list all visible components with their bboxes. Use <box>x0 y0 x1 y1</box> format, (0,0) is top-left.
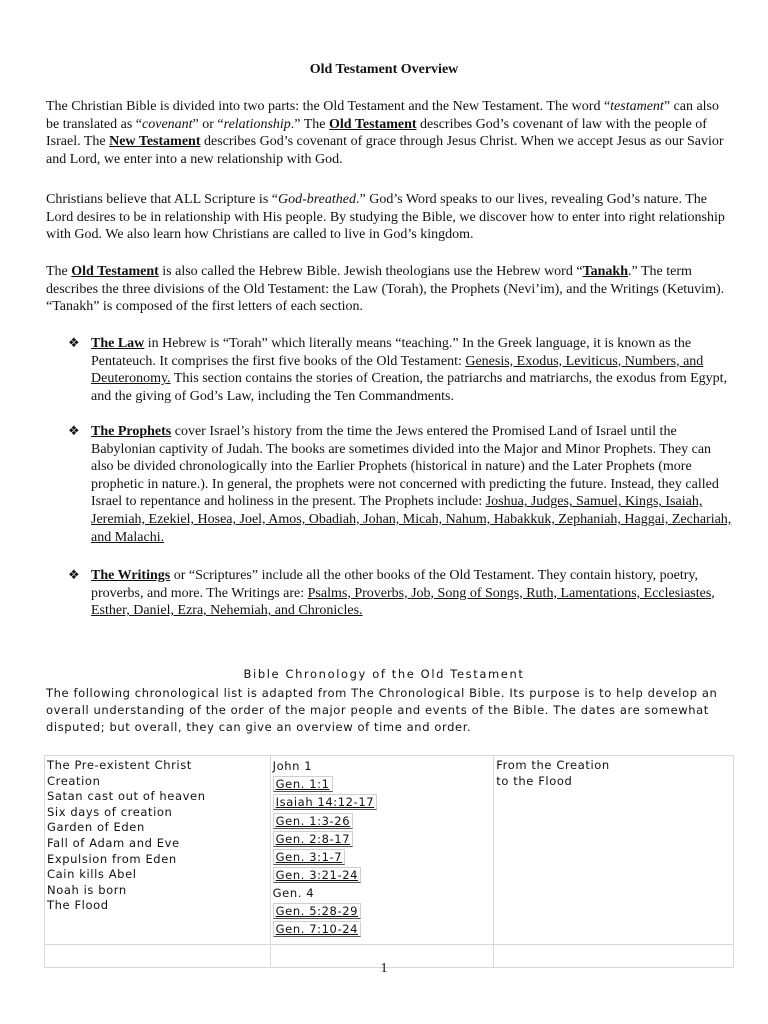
scripture-link[interactable]: Gen. 3:21-24 <box>273 867 361 883</box>
bold-term: New Testament <box>109 134 201 150</box>
text-run: .” The <box>290 116 330 132</box>
diamond-bullet-icon: ❖ <box>68 336 80 351</box>
book-list: Joshua, Judges, Samuel, Kings, Isaiah, Jeremiah, Ezekiel, Hosea, Joel, Amos, Obadiah, Johan, Micah, Nahum, Habakkuk, Zephaniah, Haggai, Zechariah, and Malachi. <box>91 494 732 545</box>
scripture-link[interactable]: Gen. 1:3-26 <box>273 813 353 829</box>
event-item: Six days of creation <box>47 804 173 819</box>
period-line: to the Flood <box>496 773 573 788</box>
event-item: Expulsion from Eden <box>47 851 177 866</box>
text-run: .” God’s Word speaks to our lives, revealing God’s nature. The Lord desires to be in relationship with His people. By studying the Bible, we discover how to enter into right relationship with God. We also learn how Christians are called to live in God’s kingdom. <box>46 192 725 243</box>
scripture-reference: Gen. 4 <box>272 885 315 900</box>
text-run: ” can also be translated as “ <box>46 99 720 132</box>
text-run: is also called the Hebrew Bible. Jewish theologians use the Hebrew word “ <box>158 264 583 279</box>
event-item: Creation <box>47 773 101 788</box>
bold-term: Tanakh <box>582 264 628 279</box>
text-run: in Hebrew is “Torah” which literally means “teaching.” In the Greek language, it is known as the Pentateuch. It comprises the first five books of the Old Testament: <box>91 336 692 369</box>
events-cell <box>45 756 271 945</box>
text-run: Christians believe that ALL Scripture is “ <box>46 192 278 207</box>
bullet-law <box>68 335 732 405</box>
intro-paragraph <box>46 98 732 168</box>
period-line: From the Creation <box>496 758 610 772</box>
bullet-writings <box>68 567 732 620</box>
bullet-heading: The Prophets <box>91 424 172 439</box>
tanakh-paragraph <box>46 263 732 316</box>
text-run: This section contains the stories of Creation, the patriarchs and matriarchs, the exodus from Egypt, and the giving of God’s Law, including the Ten Commandments. <box>91 371 728 404</box>
period-cell <box>494 756 734 945</box>
bullet-heading: The Law <box>91 336 145 351</box>
references-cell <box>270 756 494 945</box>
event-item: Satan cast out of heaven <box>47 789 206 804</box>
text-run: .” The term describes the three divisions of the Old Testament: the Law (Torah), the Prophets (Nevi’im), and the Writings (Ketuvim). “Tanakh” is composed of the first letters of each section. <box>46 264 725 315</box>
text-run: cover Israel’s history from the time the Jews entered the Promised Land of Israel until the Babylonian captivity of Judah. The books are sometimes divided into the Major and Minor Prophets. They can also be divided chronologically into the Earlier Prophets (historical in nature) and the Later Prophets (more prophetic in nature.). In general, the prophets were not concerned with predicting the future. Instead, they called Israel to repentance and holiness in the present. The Prophets include: <box>91 424 719 510</box>
text-run: The Christian Bible is divided into two parts: the Old Testament and the New Testament. The word “ <box>46 99 611 114</box>
event-item: Noah is born <box>47 882 127 897</box>
text-run: The <box>46 264 72 279</box>
event-item: Fall of Adam and Eve <box>47 835 180 850</box>
bullet-prophets <box>68 423 732 546</box>
page-number: 1 <box>380 961 388 976</box>
chronology-title: Bible Chronology of the Old Testament <box>243 667 525 681</box>
text-run: describes God’s covenant of grace through Jesus Christ. When we accept Jesus as our Savior and Lord, we enter into a new relationship with God. <box>46 134 724 167</box>
scripture-link[interactable]: Isaiah 14:12-17 <box>273 794 378 810</box>
text-run: describes God’s covenant of law with the people of Israel. The <box>46 116 707 150</box>
bold-term: Old Testament <box>71 264 159 279</box>
table-row <box>45 756 734 945</box>
page-title: Old Testament Overview <box>309 62 459 77</box>
scripture-link[interactable]: Gen. 5:28-29 <box>273 903 361 919</box>
scripture-link[interactable]: Gen. 2:8-17 <box>273 831 353 847</box>
scripture-link[interactable]: Gen. 3:1-7 <box>273 849 346 865</box>
event-item: Garden of Eden <box>47 820 145 835</box>
scripture-paragraph <box>46 191 732 244</box>
event-item: The Flood <box>47 898 109 913</box>
italic-term: covenant <box>142 116 193 132</box>
bold-term: Old Testament <box>329 116 417 132</box>
italic-term: relationship <box>223 116 291 132</box>
scripture-link[interactable]: Gen. 7:10-24 <box>273 921 361 937</box>
scripture-reference: John 1 <box>272 759 313 773</box>
text-run: or “Scriptures” include all the other books of the Old Testament. They contain history, poetry, proverbs, and more. The Writings are: <box>91 568 699 601</box>
bullet-heading: The Writings <box>91 568 171 583</box>
italic-term: testament <box>610 99 664 114</box>
diamond-bullet-icon: ❖ <box>68 568 80 583</box>
diamond-bullet-icon: ❖ <box>68 424 80 439</box>
italic-term: God-breathed <box>277 192 357 207</box>
event-item: The Pre-existent Christ <box>47 758 192 772</box>
event-item: Cain kills Abel <box>47 867 137 882</box>
book-list: Genesis, Exodus, Leviticus, Numbers, and Deuteronomy. <box>91 353 704 387</box>
text-run: ” or “ <box>192 116 224 132</box>
chronology-intro: The following chronological list is adapted from The Chronological Bible. Its purpose is to help develop an overall understanding of the order of the major people and events of the Bible. The dates are somewhat disputed; but overall, they can give an overview of time and order. <box>46 686 718 734</box>
chronology-table <box>44 755 734 968</box>
book-list: Psalms, Proverbs, Job, Song of Songs, Ruth, Lamentations, Ecclesiastes, Esther, Daniel, Ezra, Nehemiah, and Chronicles. <box>91 585 715 619</box>
scripture-link[interactable]: Gen. 1:1 <box>273 776 333 792</box>
